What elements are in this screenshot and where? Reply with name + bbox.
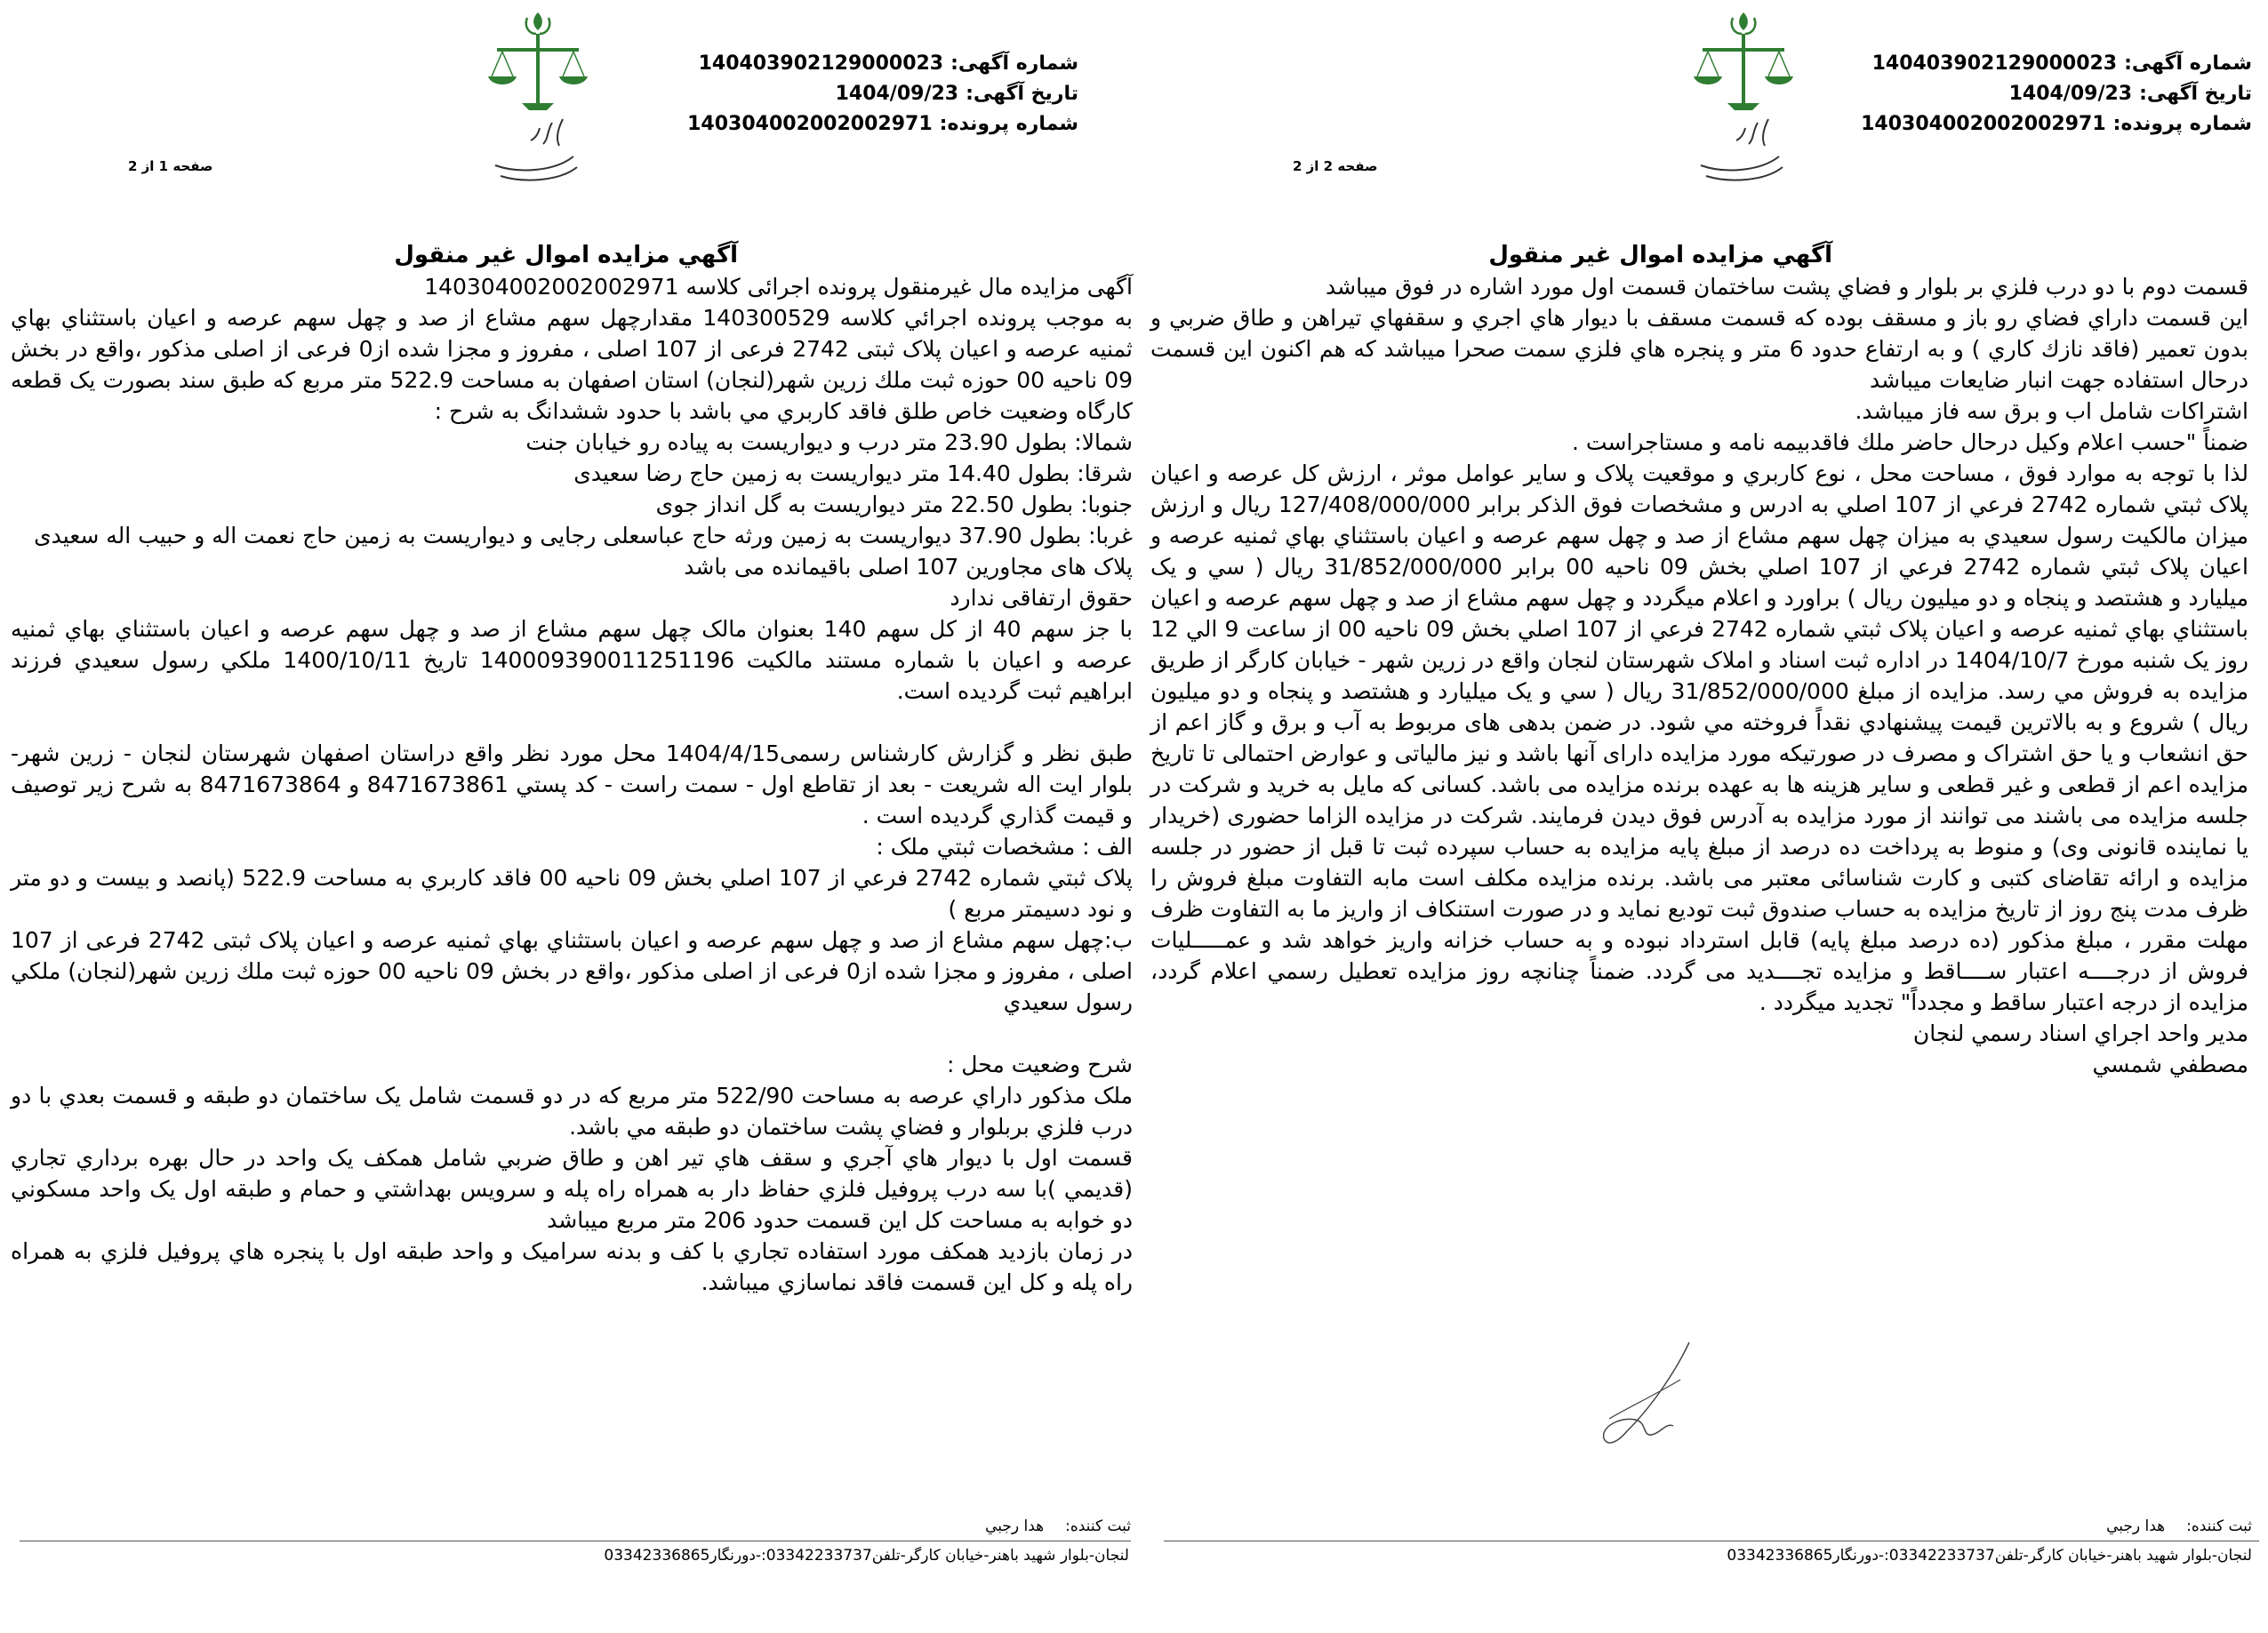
registrar: ثبت کننده:هدا رجبي	[2106, 1517, 2252, 1535]
section-heading: شرح وضعيت محل :	[946, 1052, 1133, 1077]
office-address: لنجان-بلوار شهيد باهنر-خيابان كارگر-تلفن03342233737:-دورنگار03342336865	[1727, 1547, 2252, 1565]
scales-of-justice-icon	[485, 5, 591, 192]
notice-page-2	[1147, 0, 2268, 1633]
notice-meta	[687, 49, 1078, 140]
paragraph: ب:چهل سهم مشاع از صد و چهل سهم عرصه و اعيان باستثناي بهاي ثمنيه عرصه و اعيان پلاک ثبتی 2742 فرعی از 107 اصلی ، مفروز و مجزا شده از0 فرعی از اصلی مذکور ،واقع در بخش 09 ناحيه 00 حوزه ثبت ملك زرين شهر(لنجان) ملكي رسول سعيدي	[11, 927, 1134, 1015]
page-number: صفحه 1 از 2	[128, 158, 213, 174]
notice-meta	[1861, 49, 2252, 140]
signatory-title: مدير واحد اجراي اسناد رسمي لنجان	[1912, 1021, 2248, 1046]
file-number-row: شماره پرونده:140304002002002971	[687, 113, 1078, 135]
notice-number-row: شماره آگهی:140403902129000023	[1871, 52, 2252, 75]
paragraph: لذا با توجه به موارد فوق ، مساحت محل ، نوع كاربري و موقعيت پلاک و ساير عوامل موثر ، ارزش كل عرصه و اعيان پلاک ثبتي شماره 2742 فرعي از 107 اصلي به ادرس و مشخصات فوق الذكر برابر 127/408/000/000 ريال و ارزش ميزان مالكيت رسول سعيدي به ميزان چهل سهم مشاع از صد و چهل سهم عرصه و اعيان باستثناي بهاي ثمنيه عرصه و اعيان پلاک ثبتي شماره 2742 فرعي از 107 اصلي بخش 09 ناحيه 00 برابر 31/852/000/000 ريال ( سي و يک ميليارد و هشتصد و پنجاه و دو ميليون ريال ) براورد و اعلام ميگردد و چهل سهم مشاع از صد و چهل سهم عرصه و اعيان باستثناي بهاي ثمنيه عرصه و اعيان پلاک ثبتي شماره 2742 فرعي از 107 اصلي بخش 09 ناحيه 00 از ساعت 9 الي 12 روز يک شنبه مورخ 1404/10/7 در اداره ثبت اسناد و املاک شهرستان لنجان واقع در زرين شهر - خيابان كارگر از طريق مزايده به فروش مي رسد. مزايده از مبلغ 31/852/000/000 ريال ( سي و يک ميليارد و هشتصد و پنجاه و دو ميليون ريال ) شروع و به بالاترين قيمت پيشنهادي نقداً فروخته مي شود. در ضمن بدهی های مربوط به آب و برق و گاز اعم از حق انشعاب و یا حق اشتراک و مصرف در صورتیکه مورد مزایده دارای آنها باشد و نیز مالیاتی و عوارض احتمالی تا تاریخ مزایده اعم از قطعی و غیر قطعی و سایر هزینه ها به عهده برنده مزایده می باشد. کسانی که مایل به خرید و شرکت در جلسه مزایده می باشند می توانند از مورد مزایده به آدرس فوق دیدن فرمایند. شرکت در مزایده الزاما حضوری (خریدار یا نماینده قانونی وی) و منوط به پرداخت ده درصد از مبلغ پایه مزایده به حساب سپرده ثبت تا قبل از حضور در جلسه مزایده و ارائه تقاضای کتبی و کارت شناسائی معتبر می باشد. برنده مزایده مکلف است مابه التفاوت مبلغ فروش را ظرف مدت پنج روز از تاریخ مزایده به حساب صندوق ثبت تودیع نماید و در صورت استنکاف از واریز ما به التفاوت ظرف مهلت مقرر ، مبلغ مذکور (ده درصد مبلغ پایه) قابل استرداد نبوده و به حساب خزانه واریز خواهد شد و عمـــــليات فروش از درجــــه اعتبار ســــاقط و مزايده تجــــديد می گردد. ضمناً چنانچه روز مزايده تعطيل رسمي اعلام گردد، مزايده از درجه اعتبار ساقط و مجدداً" تجديد ميگردد .	[1150, 460, 2249, 1015]
paragraph: قسمت دوم با دو درب فلزي بر بلوار و فضاي پشت ساختمان قسمت اول مورد اشاره در فوق ميباشد	[1326, 274, 2248, 300]
judiciary-emblem	[1690, 5, 1797, 192]
section-heading: الف : مشخصات ثبتي ملک :	[876, 834, 1133, 860]
page-number: صفحه 2 از 2	[1293, 158, 1378, 174]
signature-mark	[1591, 1333, 1707, 1458]
boundary-east: شرقا: بطول 14.40 متر دیواریست به زمین حاج رضا سعیدی	[573, 460, 1133, 486]
page-title: آگهي مزايده اموال غير منقول	[1488, 242, 1832, 268]
paragraph: پلاک های مجاورین 107 اصلی باقیمانده می باشد	[684, 554, 1133, 580]
paragraph: ضمناً "حسب اعلام وكيل درحال حاضر ملك فاقدبيمه نامه و مستاجراست .	[1572, 429, 2248, 455]
notice-date-row: تاریخ آگهی:1404/09/23	[2008, 83, 2252, 105]
page-title: آگهي مزايده اموال غير منقول	[394, 242, 738, 268]
paragraph: حقوق ارتفاقی ندارد	[950, 585, 1133, 611]
boundary-north: شمالا: بطول 23.90 متر درب و دیواریست به پیاده رو خیابان جنت	[525, 429, 1133, 455]
notice-body	[1150, 271, 2248, 1080]
paragraph: اشتراكات شامل اب و برق سه فاز ميباشد.	[1855, 398, 2248, 424]
paragraph: ملک مذكور داراي عرصه به مساحت 522/90 متر مربع كه در دو قسمت شامل يک ساختمان دو طبقه و قسمت بعدي با دو درب فلزي بربلوار و فضاي پشت ساختمان دو طبقه مي باشد.	[11, 1083, 1133, 1140]
notice-body	[11, 271, 1133, 1298]
file-number-row: شماره پرونده:140304002002002971	[1861, 113, 2252, 135]
paragraph: اين قسمت داراي فضاي رو باز و مسقف بوده كه قسمت مسقف با ديوار هاي اجري و سقفهاي تيراهن و طاق ضربي و بدون تعمير (فاقد نازك كاري ) و به ارتفاع حدود 6 متر و پنجره هاي فلزي سمت صحرا ميباشد كه هم اكنون اين قسمت درحال استفاده جهت انبار ضايعات ميباشد	[1150, 305, 2248, 393]
notice-number-row: شماره آگهی:140403902129000023	[698, 52, 1078, 75]
paragraph: به موجب پرونده اجرائي كلاسه 140300529 مقدارچهل سهم مشاع از صد و چهل سهم عرصه و اعيان باستثناي بهاي ثمنيه عرصه و اعيان پلاک ثبتی 2742 فرعی از 107 اصلی ، مفروز و مجزا شده از0 فرعی از اصلی مذکور ،واقع در بخش 09 ناحيه 00 حوزه ثبت ملك زرين شهر(لنجان) استان اصفهان به مساحت 522.9 متر مربع كه طبق سند بصورت یک قطعه کارگاه وضعيت خاص طلق فاقد کاربري مي باشد با حدود ششدانگ به شرح :	[11, 305, 1133, 424]
boundary-south: جنوبا: بطول 22.50 متر دیواریست به گل انداز جوی	[655, 492, 1133, 517]
paragraph: قسمت اول با ديوار هاي آجري و سقف هاي تير اهن و طاق ضربي شامل همكف يک واحد در حال بهره برداري تجاري (قديمي )با سه درب پروفيل فلزي حفاظ دار به همراه راه پله و سرويس بهداشتي و حمام و طبقه اول يک واحد مسكوني دو خوابه به مساحت كل اين قسمت حدود 206 متر مربع ميباشد	[11, 1145, 1133, 1233]
registrar: ثبت کننده:هدا رجبي	[985, 1517, 1131, 1535]
paragraph: آگهی مزایده مال غیرمنقول پرونده اجرائی كلاسه 140304002002002971	[424, 274, 1133, 300]
paragraph: پلاک ثبتي شماره 2742 فرعي از 107 اصلي بخش 09 ناحيه 00 فاقد كاربري به مساحت 522.9 (پانصد و بيست و دو متر و نود دسيمتر مربع )	[11, 865, 1134, 922]
boundary-west: غربا: بطول 37.90 دیواریست به زمین ورثه حاج عباسعلی رجایی و دیواریست به زمین حاج نعمت اله و حبیب اله سعیدی	[34, 523, 1133, 548]
signatory-name: مصطفي شمسي	[2092, 1052, 2248, 1077]
paragraph: در زمان بازديد همكف مورد استفاده تجاري با كف و بدنه سراميک و واحد طبقه اول با پنجره هاي پروفيل فلزي به همراه راه پله و كل اين قسمت فاقد نماسازي ميباشد.	[11, 1238, 1133, 1295]
scales-of-justice-icon	[1690, 5, 1797, 192]
notice-date-row: تاریخ آگهی:1404/09/23	[835, 83, 1078, 105]
paragraph: طبق نظر و گزارش کارشناس رسمی1404/4/15 محل مورد نظر واقع دراستان اصفهان شهرستان لنجان - زرين شهر-بلوار ايت اله شريعت - بعد از تقاطع اول - سمت راست - كد پستي 8471673861 و 8471673864 به شرح زير توصيف و قيمت گذاري گرديده است .	[11, 740, 1134, 829]
office-address: لنجان-بلوار شهيد باهنر-خيابان كارگر-تلفن03342233737:-دورنگار03342336865	[604, 1547, 1129, 1565]
judiciary-emblem	[485, 5, 591, 192]
paragraph: با جز سهم 40 از کل سهم 140 بعنوان مالک چهل سهم مشاع از صد و چهل سهم عرصه و اعيان باستثناي بهاي ثمنيه عرصه و اعيان با شماره مستند مالكيت 140009390011251196 تاريخ 1400/10/11 ملكي رسول سعيدي فرزند ابراهيم ثبت گرديده است.	[11, 616, 1134, 704]
